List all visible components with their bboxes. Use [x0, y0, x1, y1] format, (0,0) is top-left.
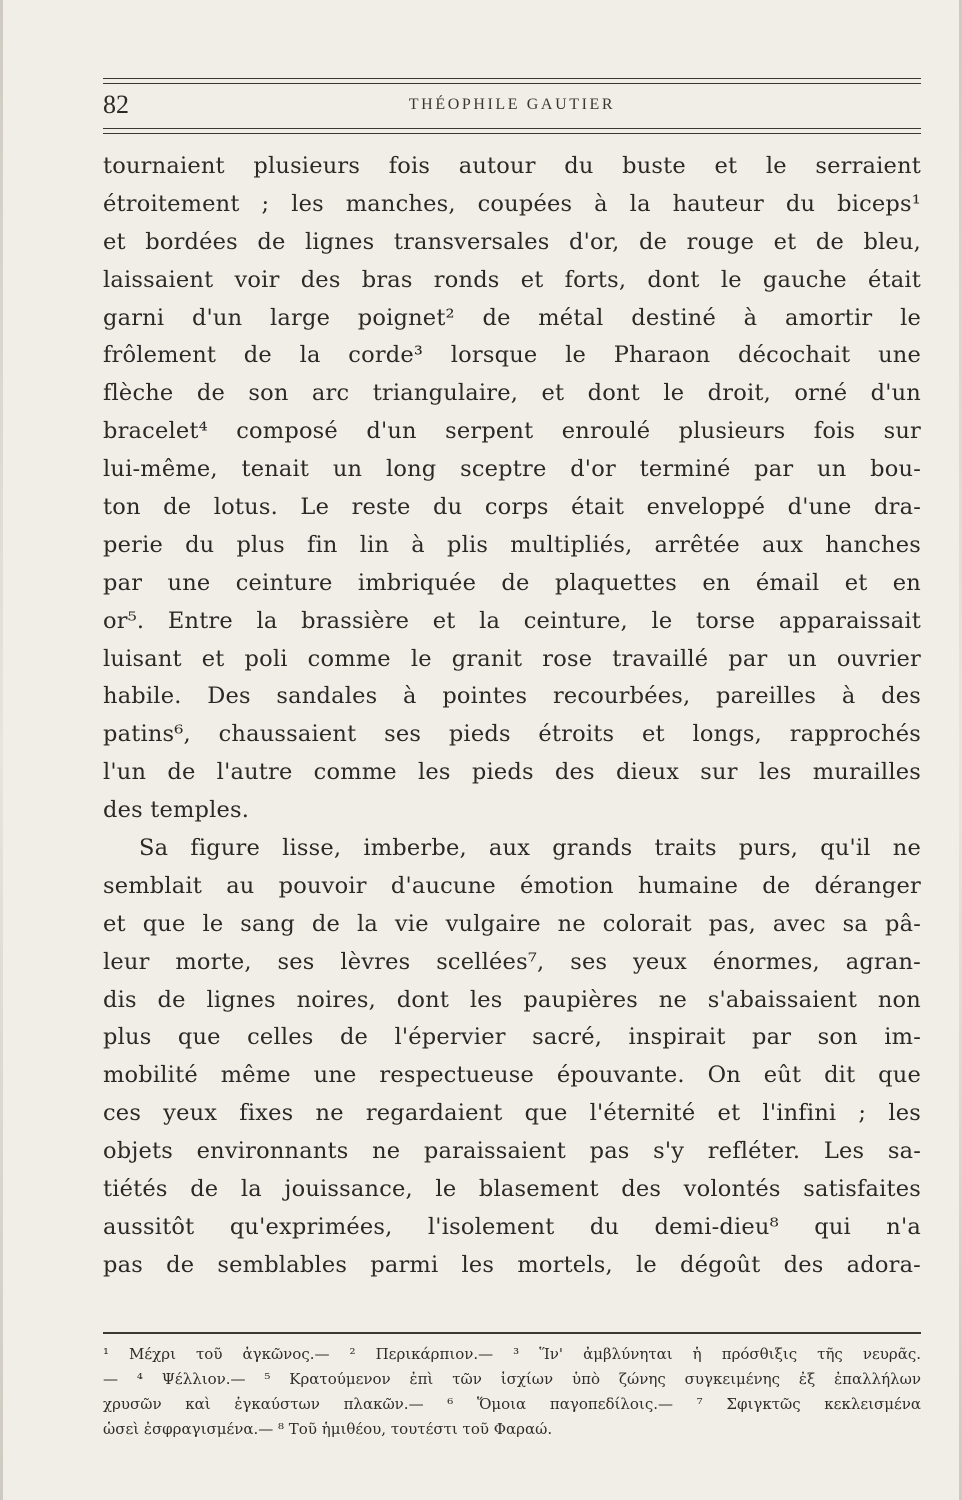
top-rule-upper	[103, 78, 921, 79]
text-line: perie du plus fin lin à plis multipliés, arrêtée aux hanches	[103, 531, 921, 558]
text-line: mobilité même une respectueuse épouvante. On eût dit que	[103, 1062, 921, 1089]
text-line: leur morte, ses lèvres scellées⁷, ses yeux énormes, agran-	[103, 948, 921, 975]
text-line: par une ceinture imbriquée de plaquettes en émail et en	[103, 569, 921, 596]
text-line: tournaient plusieurs fois autour du buste et le serraient	[103, 153, 921, 179]
text-line: garni d'un large poignet² de métal destiné à amortir le	[103, 304, 921, 331]
text-line: tiétés de la jouissance, le blasement des volontés satisfaites	[103, 1176, 921, 1203]
footnotes	[103, 1342, 921, 1442]
running-head	[103, 90, 921, 126]
text-line: laissaient voir des bras ronds et forts, dont le gauche était	[103, 266, 921, 293]
text-line: ton de lotus. Le reste du corps était enveloppé d'une dra-	[103, 494, 921, 521]
text-line: objets environnants ne paraissaient pas s'y refléter. Les sa-	[103, 1138, 921, 1165]
footnote-rule	[103, 1332, 921, 1334]
running-title: THÉOPHILE GAUTIER	[408, 96, 616, 113]
text-line: semblait au pouvoir d'aucune émotion humaine de déranger	[103, 872, 921, 899]
head-rule-lower	[103, 133, 921, 134]
head-rule-upper	[103, 128, 921, 129]
text-line: bracelet⁴ composé d'un serpent enroulé plusieurs fois sur	[103, 418, 921, 445]
text-line: l'un de l'autre comme les pieds des dieux sur les murailles	[103, 759, 921, 786]
text-line: pas de semblables parmi les mortels, le dégoût des adora-	[103, 1251, 921, 1278]
page-number: 82	[103, 90, 129, 119]
text-line: dis de lignes noires, dont les paupières ne s'abaissaient non	[103, 986, 921, 1013]
text-line: or⁵. Entre la brassière et la ceinture, le torse apparaissait	[103, 607, 921, 634]
text-line: lui-même, tenait un long sceptre d'or terminé par un bou-	[103, 456, 921, 483]
footnote-line: χρυσῶν καὶ ἐγκαύστων πλακῶν.— ⁶ Ὅμοια παγοπεδίλοις.— ⁷ Σφιγκτῶς κεκλεισμένα	[103, 1395, 921, 1413]
text-line: aussitôt qu'exprimées, l'isolement du demi-dieu⁸ qui n'a	[103, 1213, 921, 1240]
footnote-line: — ⁴ Ψέλλιον.— ⁵ Κρατούμενον ἐπὶ τῶν ἰσχίων ὑπὸ ζώνης συγκειμένης ἐξ ἐπαλλήλων	[103, 1370, 921, 1388]
text-line: plus que celles de l'épervier sacré, inspirait par son im-	[103, 1024, 921, 1051]
text-line: flèche de son arc triangulaire, et dont le droit, orné d'un	[103, 380, 921, 407]
top-rule-lower	[103, 83, 921, 84]
body-text	[103, 148, 921, 1285]
footnote-line: ὡσεὶ ἐσφραγισμένα.— ⁸ Τοῦ ἡμιθέου, τουτέστι τοῦ Φαραώ.	[103, 1420, 553, 1438]
text-line: étroitement ; les manches, coupées à la hauteur du biceps¹	[103, 190, 921, 217]
text-line: frôlement de la corde³ lorsque le Pharaon décochait une	[103, 342, 921, 369]
text-line: habile. Des sandales à pointes recourbées, pareilles à des	[103, 683, 921, 710]
paragraph-end-line: des temples.	[103, 797, 250, 824]
paragraph-start-line: Sa figure lisse, imberbe, aux grands traits purs, qu'il ne	[139, 835, 921, 862]
text-line: et que le sang de la vie vulgaire ne colorait pas, avec sa pâ-	[103, 910, 921, 937]
text-line: patins⁶, chaussaient ses pieds étroits et longs, rapprochés	[103, 721, 921, 748]
text-line: ces yeux fixes ne regardaient que l'éternité et l'infini ; les	[103, 1100, 921, 1127]
text-line: luisant et poli comme le granit rose travaillé par un ouvrier	[103, 645, 921, 672]
scan-edge-left	[0, 0, 3, 1500]
footnote-line: ¹ Μέχρι τοῦ ἀγκῶνος.— ² Περικάρπιον.— ³ Ἵν' ἀμβλύνηται ἡ πρόσθιξις τῆς νευρᾶς.	[103, 1345, 921, 1363]
text-line: et bordées de lignes transversales d'or, de rouge et de bleu,	[103, 228, 921, 255]
